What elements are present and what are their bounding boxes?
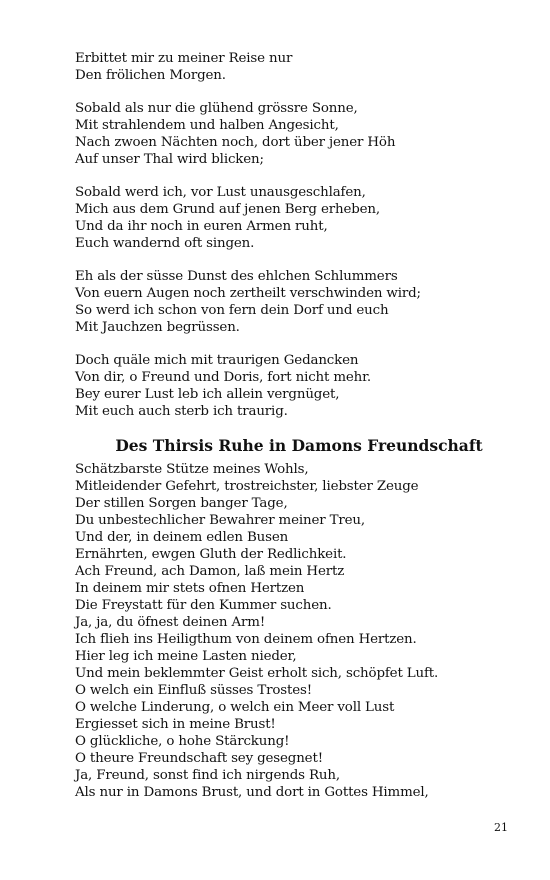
verse-line: Erbittet mir zu meiner Reise nur xyxy=(75,51,293,66)
verse-line: Ja, ja, du öfnest deinen Arm! xyxy=(75,615,266,630)
verse-line: Ergiesset sich in meine Brust! xyxy=(75,717,276,732)
verse-line: Hier leg ich meine Lasten nieder, xyxy=(75,649,297,664)
verse-line: Mit euch auch sterb ich traurig. xyxy=(75,404,288,419)
stanza-5 xyxy=(75,352,515,420)
verse-line: Als nur in Damons Brust, und dort in Gottes Himmel, xyxy=(75,785,429,800)
verse-line: Auf unser Thal wird blicken; xyxy=(75,152,264,167)
verse-line: O welche Linderung, o welch ein Meer voll Lust xyxy=(75,700,395,715)
verse-line: Von dir, o Freund und Doris, fort nicht mehr. xyxy=(75,370,372,385)
verse-line: Sobald werd ich, vor Lust unausgeschlafen, xyxy=(75,185,366,200)
verse-line: O welch ein Einfluß süsses Trostes! xyxy=(75,683,312,698)
verse-line: Mitleidender Gefehrt, trostreichster, liebster Zeuge xyxy=(75,479,419,494)
verse-line: Bey eurer Lust leb ich allein vergnüget, xyxy=(75,387,340,402)
verse-line: Den frölichen Morgen. xyxy=(75,68,226,83)
stanza-2 xyxy=(75,100,515,168)
verse-line: Ich flieh ins Heiligthum von deinem ofnen Hertzen. xyxy=(75,632,417,647)
verse-line: Von euern Augen noch zertheilt verschwinden wird; xyxy=(75,286,421,301)
verse-line: Der stillen Sorgen banger Tage, xyxy=(75,496,288,511)
verse-line: Und mein beklemmter Geist erholt sich, schöpfet Luft. xyxy=(75,666,439,681)
verse-line: Mich aus dem Grund auf jenen Berg erheben, xyxy=(75,202,381,217)
verse-line: Ach Freund, ach Damon, laß mein Hertz xyxy=(75,564,345,579)
verse-line: Sobald als nur die glühend grössre Sonne, xyxy=(75,101,358,116)
page-number: 21 xyxy=(494,821,508,834)
verse-line: Doch quäle mich mit traurigen Gedancken xyxy=(75,353,359,368)
text-block xyxy=(75,50,515,801)
verse-line: Mit Jauchzen begrüssen. xyxy=(75,320,240,335)
verse-line: So werd ich schon von fern dein Dorf und euch xyxy=(75,303,389,318)
verse-line: Schätzbarste Stütze meines Wohls, xyxy=(75,462,309,477)
poem-body xyxy=(75,461,515,801)
verse-line: Ernährten, ewgen Gluth der Redlichkeit. xyxy=(75,547,347,562)
stanza-4 xyxy=(75,268,515,336)
verse-line: Und da ihr noch in euren Armen ruht, xyxy=(75,219,328,234)
stanza-1 xyxy=(75,50,515,84)
verse-line: O theure Freundschaft sey gesegnet! xyxy=(75,751,323,766)
verse-line: Nach zwoen Nächten noch, dort über jener Höh xyxy=(75,135,396,150)
verse-line: Und der, in deinem edlen Busen xyxy=(75,530,289,545)
poem-title: Des Thirsis Ruhe in Damons Freundschaft xyxy=(115,436,483,455)
verse-line: Ja, Freund, sonst find ich nirgends Ruh, xyxy=(75,768,340,783)
verse-line: Euch wandernd oft singen. xyxy=(75,236,255,251)
stanza-3 xyxy=(75,184,515,252)
verse-line: O glückliche, o hohe Stärckung! xyxy=(75,734,290,749)
verse-line: Mit strahlendem und halben Angesicht, xyxy=(75,118,339,133)
verse-line: Du unbestechlicher Bewahrer meiner Treu, xyxy=(75,513,365,528)
verse-line: Eh als der süsse Dunst des ehlchen Schlummers xyxy=(75,269,398,284)
verse-line: Die Freystatt für den Kummer suchen. xyxy=(75,598,332,613)
verse-line: In deinem mir stets ofnen Hertzen xyxy=(75,581,305,596)
